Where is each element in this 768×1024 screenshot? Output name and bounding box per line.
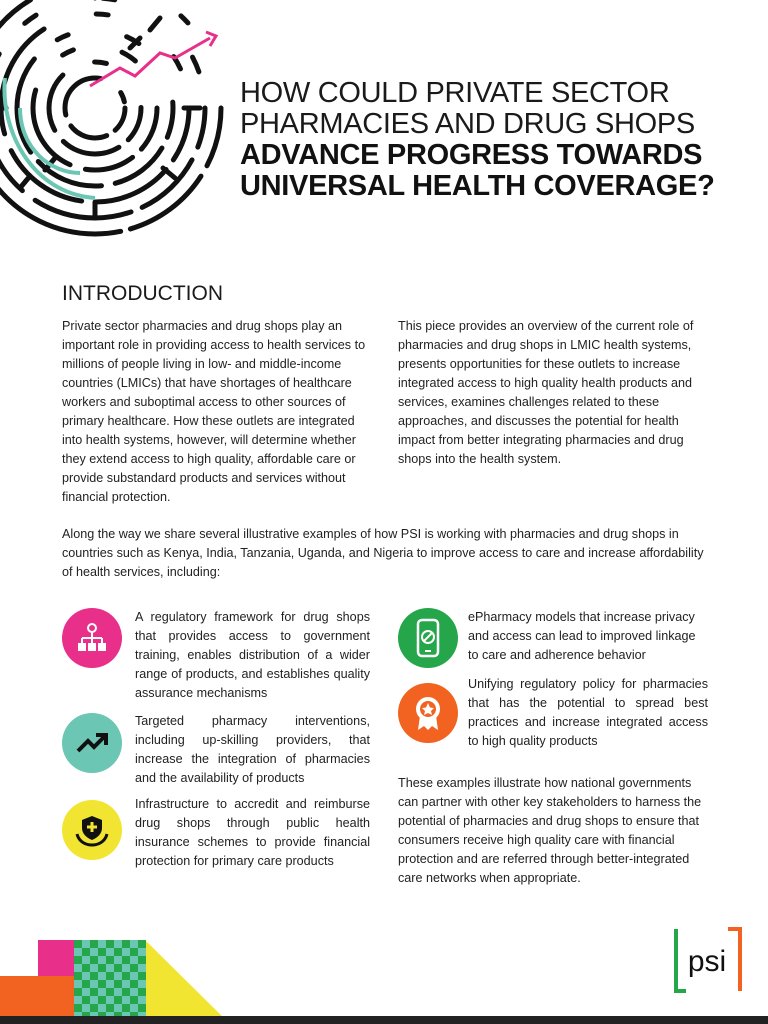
award-badge-icon xyxy=(398,683,458,743)
hands-cross-icon xyxy=(62,800,122,860)
introduction-heading: INTRODUCTION xyxy=(62,282,223,305)
conclusion-paragraph: These examples illustrate how national governments can partner with other key stakeholders to harness the potential of pharmacies and drug shops to ensure that consumers receive high quality care with financial protection and are referred through better-integrated care networks when appropriate. xyxy=(398,776,702,885)
psi-logo xyxy=(670,925,744,995)
intro-paragraph-2: This piece provides an overview of the current role of pharmacies and drug shops in LMIC health systems, presents opportunities for these outlets to increase integrated access to high quality health products and services, examines challenges related to these approaches, and discusses the potential for health impact from better integrating pharmacies and drug shops into the health system. xyxy=(398,319,694,466)
intro-paragraph-3: Along the way we share several illustrative examples of how PSI is working with pharmacies and drug shops in countries such as Kenya, India, Tanzania, Uganda, and Nigeria to improve access to care and increase affordability of health services, including: xyxy=(62,527,704,579)
list-item: ePharmacy models that increase privacy and access can lead to improved linkage to care and adherence behavior xyxy=(468,610,696,662)
list-item: Targeted pharmacy interventions, including up-skilling providers, that increase the integration of pharmacies and the availability of products xyxy=(135,714,370,785)
psi-logo-text: psi xyxy=(687,945,727,978)
title-line-2: PHARMACIES AND DRUG SHOPS xyxy=(240,108,695,140)
trend-up-icon xyxy=(62,713,122,773)
title-line-3: ADVANCE PROGRESS TOWARDS xyxy=(240,139,703,171)
list-item: Unifying regulatory policy for pharmacies that has the potential to spread best practices and increase integrated access to high quality products xyxy=(468,677,708,748)
page-title xyxy=(240,78,750,202)
phone-pill-icon xyxy=(398,608,458,668)
title-line-4: UNIVERSAL HEALTH COVERAGE? xyxy=(240,170,715,202)
list-item: Infrastructure to accredit and reimburse drug shops through public health insurance schemes to provide financial protection for primary care products xyxy=(135,797,370,868)
maze-illustration xyxy=(0,0,230,258)
intro-paragraph-1: Private sector pharmacies and drug shops play an important role in providing access to health services to millions of people living in low- and middle-income countries (LMICs) that have shortages of healthcare workers and suboptimal access to other sources of primary healthcare. How these outlets are integrated into health systems, however, will determine whether they extend access to high quality, affordable care or provide substandard products and services without financial protection. xyxy=(62,319,366,504)
list-item: A regulatory framework for drug shops that provides access to government training, enables distribution of a wider range of products, and establishes quality assurance mechanisms xyxy=(135,610,370,700)
org-chart-icon xyxy=(62,608,122,668)
footer-bar xyxy=(0,1016,768,1024)
decorative-pattern xyxy=(0,940,230,1024)
title-line-1: HOW COULD PRIVATE SECTOR xyxy=(240,77,670,109)
